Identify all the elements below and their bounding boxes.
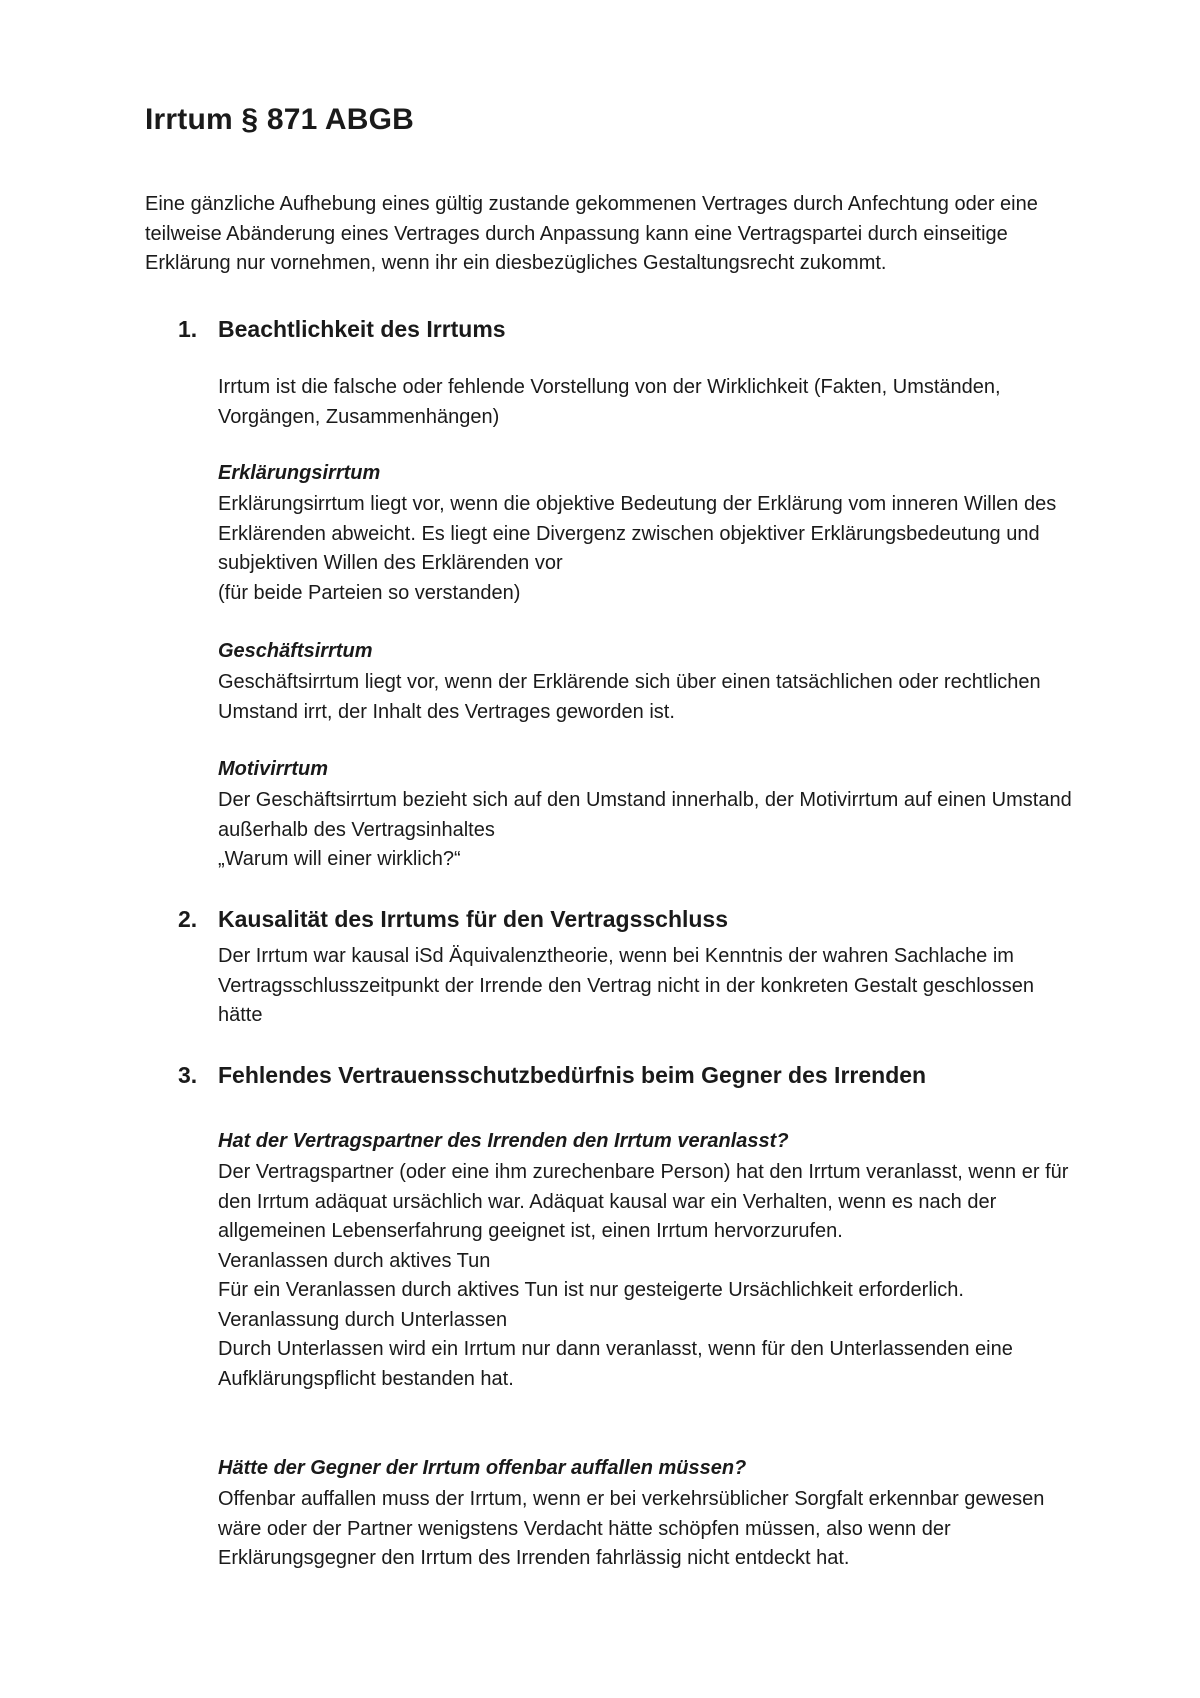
document-title: Irrtum § 871 ABGB (145, 103, 415, 136)
subsection-heading: Erklärungsirrtum (218, 462, 381, 484)
section-heading: Kausalität des Irrtums für den Vertragsschluss (218, 906, 729, 932)
subsection-heading: Hat der Vertragspartner des Irrenden den Irrtum veranlasst? (218, 1130, 789, 1152)
section-heading: Fehlendes Vertrauensschutzbedürfnis beim Gegner des Irrenden (218, 1062, 927, 1088)
subsection-heading: Hätte der Gegner der Irrtum offenbar auffallen müssen? (218, 1457, 747, 1479)
subsection-body: Offenbar auffallen muss der Irrtum, wenn er bei verkehrsüblicher Sorgfalt erkennbar gewesen wäre oder der Partner wenigstens Verdacht hätte schöpfen müssen, also wenn der Erklärungsgegner den Irrtum des Irrenden fahrlässig nicht entdeckt hat. (218, 1488, 1045, 1569)
subsection-heading: Geschäftsirrtum (218, 640, 373, 662)
subsection-body: Der Geschäftsirrtum bezieht sich auf den Umstand innerhalb, der Motivirrtum auf einen Umstand außerhalb des Vertragsinhaltes „Warum will einer wirklich?“ (218, 789, 1072, 870)
section-number: 1. (178, 316, 198, 342)
subsection-body: Der Vertragspartner (oder eine ihm zurechenbare Person) hat den Irrtum veranlasst, wenn er für den Irrtum adäquat ursächlich war. Adäquat kausal war ein Verhalten, wenn es nach der allgemeinen Lebenserfahrung geeignet ist, einen Irrtum hervorzurufen. Veranlassen durch aktives Tun Für ein Veranlassen durch aktives Tun ist nur gesteigerte Ursächlichkeit erforderlich. Veranlassung durch Unterlassen Durch Unterlassen wird ein Irrtum nur dann veranlasst, wenn für den Unterlassenden eine Aufklärungspflicht bestanden hat. (218, 1161, 1069, 1390)
subsection-body: Erklärungsirrtum liegt vor, wenn die objektive Bedeutung der Erklärung vom inneren Willen des Erklärenden abweicht. Es liegt eine Divergenz zwischen objektiver Erklärungsbedeutung und subjektiven Willen des Erklärenden vor (für beide Parteien so verstanden) (218, 493, 1057, 604)
section-body: Der Irrtum war kausal iSd Äquivalenztheorie, wenn bei Kenntnis der wahren Sachlache im Vertragsschlusszeitpunkt der Irrende den Vertrag nicht in der konkreten Gestalt geschlossen hätte (218, 945, 1035, 1026)
section-heading: Beachtlichkeit des Irrtums (218, 316, 506, 342)
subsection-body: Geschäftsirrtum liegt vor, wenn der Erklärende sich über einen tatsächlichen oder rechtlichen Umstand irrt, der Inhalt des Vertrages geworden ist. (218, 671, 1041, 723)
section-number: 2. (178, 906, 198, 932)
section-body: Irrtum ist die falsche oder fehlende Vorstellung von der Wirklichkeit (Fakten, Umständen, Vorgängen, Zusammenhängen) (218, 376, 1001, 428)
subsection-heading: Motivirrtum (218, 758, 328, 780)
section-number: 3. (178, 1062, 198, 1088)
intro-paragraph: Eine gänzliche Aufhebung eines gültig zustande gekommenen Vertrages durch Anfechtung oder eine teilweise Abänderung eines Vertrages durch Anpassung kann eine Vertragspartei durch einseitige Erklärung nur vornehmen, wenn ihr ein diesbezügliches Gestaltungsrecht zukommt. (145, 193, 1038, 274)
